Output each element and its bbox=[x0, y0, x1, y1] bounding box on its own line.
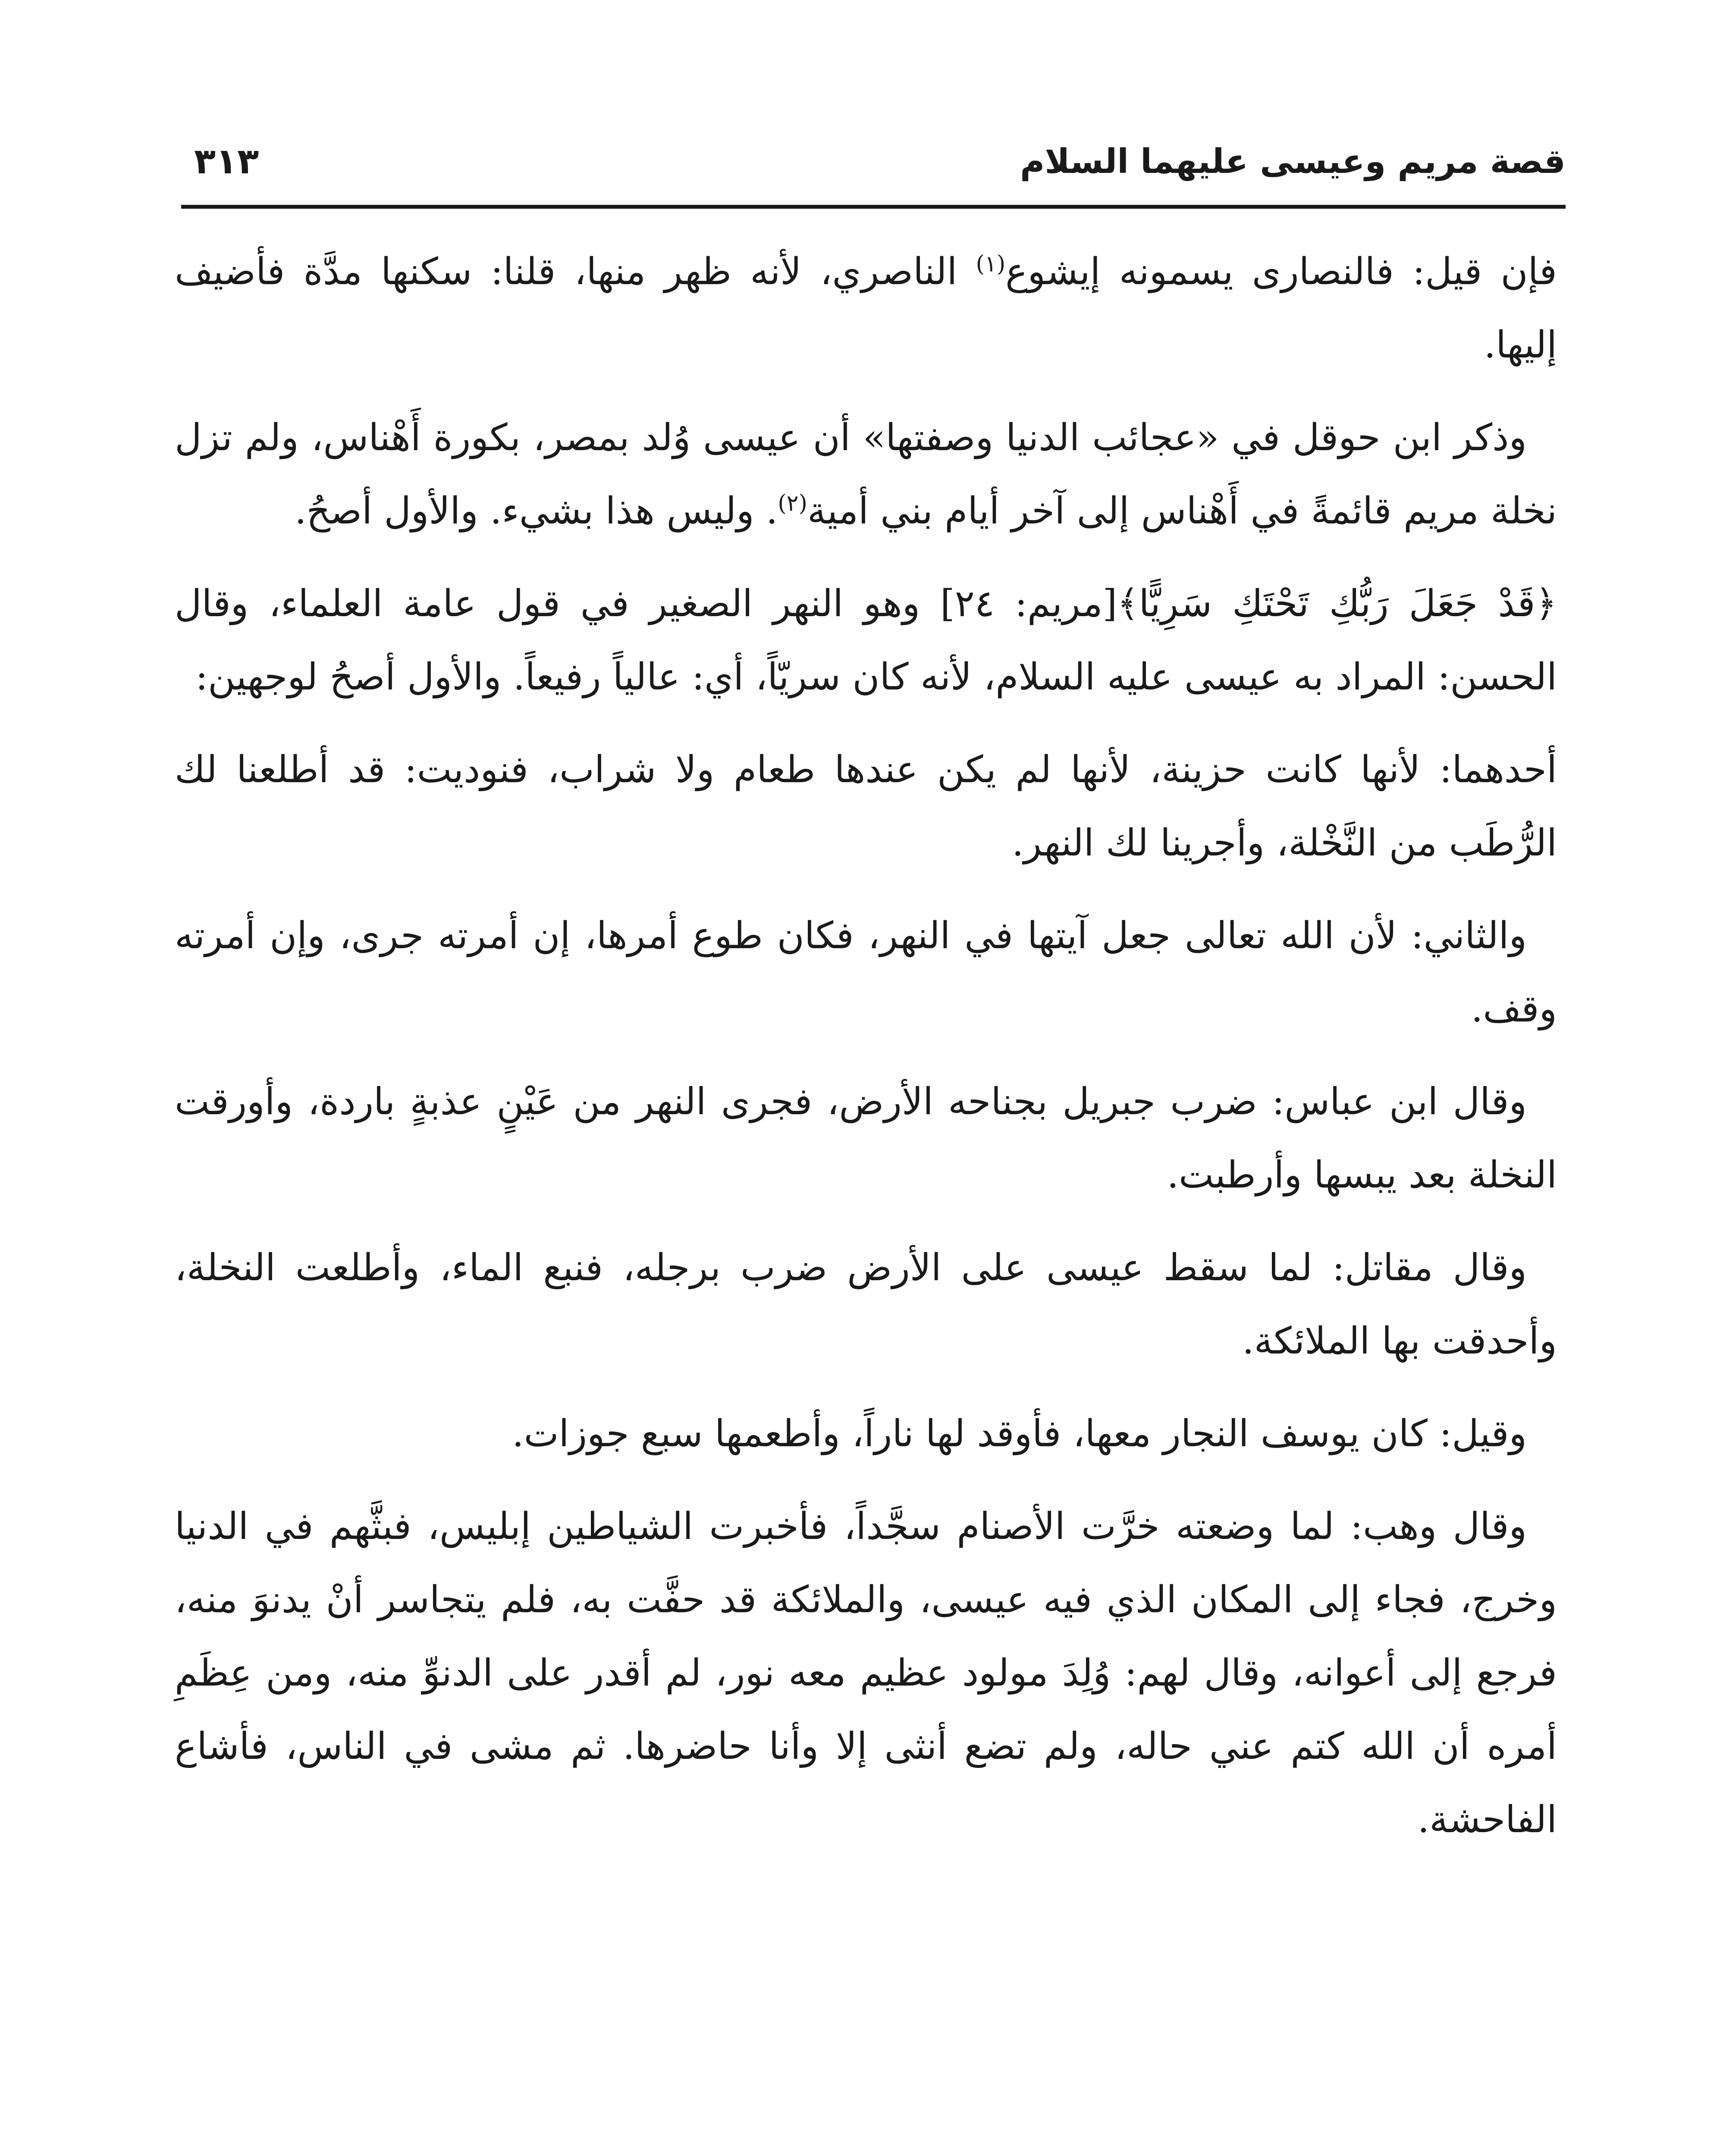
paragraph-text: فإن قيل: فالنصارى يسمونه إيشوع bbox=[1005, 250, 1557, 293]
footnote-reference: (١) bbox=[976, 251, 1006, 277]
paragraph: أحدهما: لأنها كانت حزينة، لأنها لم يكن عندها طعام ولا شراب، فنوديت: قد أطلعنا لك الرُّطَب من النَّخْلة، وأجرينا لك النهر. bbox=[175, 748, 1557, 865]
paragraph-text: الناصري، لأنه ظهر منها، قلنا: سكنها مدَّة فأضيف إليها. bbox=[175, 250, 1557, 367]
paragraph: وقال وهب: لما وضعته خرَّت الأصنام سجَّداً، فأخبرت الشياطين إبليس، فبثَّهم في الدنيا وخرج، فجاء إلى المكان الذي فيه عيسى، والملائكة قد حفَّت به، فلم يتجاسر أنْ يدنوَ منه، فرجع إلى أعوانه، وقال لهم: وُلِدَ مولود عظيم معه نور، لم أقدر على الدنوِّ منه، ومن عِظَمِ أمره أن الله كتم عني حاله، ولم تضع أنثى إلا وأنا حاضرها. ثم مشى في الناس، فأشاع الفاحشة. bbox=[175, 1505, 1557, 1841]
running-title: قصة مريم وعيسى عليهما السلام bbox=[1020, 142, 1566, 181]
paragraph bbox=[175, 235, 1557, 382]
paragraph-text: وذكر ابن حوقل في «عجائب الدنيا وصفتها» أن عيسى وُلد بمصر، بكورة أَهْناس، ولم تزل نخلة مريم قائمةً في أَهْناس إلى آخر أيام بني أمية bbox=[175, 416, 1557, 533]
paragraph: والثاني: لأن الله تعالى جعل آيتها في النهر، فكان طوع أمرها، إن أمرته جرى، وإن أمرته وقف. bbox=[175, 914, 1557, 1031]
paragraph: وقيل: كان يوسف النجار معها، فأوقد لها ناراً، وأطعمها سبع جوزات. bbox=[512, 1412, 1527, 1455]
paragraph: ﴿قَدْ جَعَلَ رَبُّكِ تَحْتَكِ سَرِيًّا﴾[مريم: ٢٤] وهو النهر الصغير في قول عامة العلماء، وقال الحسن: المراد به عيسى عليه السلام، لأنه كان سريّاً، أي: عالياً رفيعاً. والأول أصحُ لوجهين: bbox=[175, 582, 1557, 699]
paragraph-text: . وليس هذا بشيء. والأول أصحُ. bbox=[295, 489, 778, 533]
body-text bbox=[175, 235, 1557, 1876]
header-rule bbox=[181, 205, 1566, 209]
running-header bbox=[181, 129, 1566, 194]
paragraph: وقال ابن عباس: ضرب جبريل بجناحه الأرض، فجرى النهر من عَيْنٍ عذبةٍ باردة، وأورقت النخلة بعد يبسها وأرطبت. bbox=[175, 1080, 1557, 1197]
page-number: ٣١٣ bbox=[194, 141, 259, 182]
footnote-reference: (٢) bbox=[778, 490, 807, 517]
paragraph bbox=[175, 401, 1557, 548]
paragraph: وقال مقاتل: لما سقط عيسى على الأرض ضرب برجله، فنبع الماء، وأطلعت النخلة، وأحدقت بها الملائكة. bbox=[175, 1246, 1557, 1363]
